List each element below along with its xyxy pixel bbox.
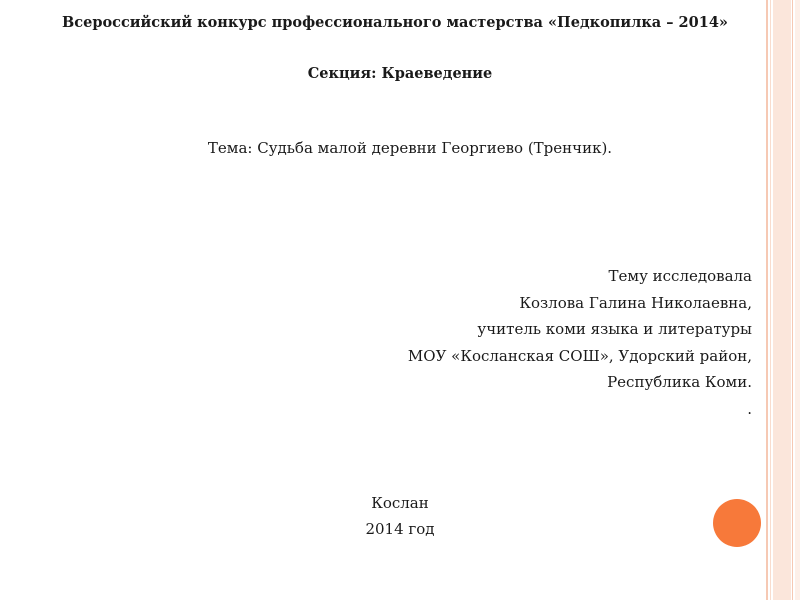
author-line-end: . [747,399,752,418]
author-block [408,263,752,422]
decorative-stripes [766,0,800,600]
stripe [792,0,793,600]
stripe [773,0,791,600]
place-name: Кослан [371,494,429,512]
stripe [795,0,800,600]
author-name: Козлова Галина Николаевна, [519,293,752,312]
section-title: Секция: Краеведение [307,65,493,82]
place-block [300,490,500,542]
decorative-circle [713,499,761,547]
topic-title: Тема: Судьба малой деревни Георгиево (Тренчик). [207,139,613,157]
stripe [770,0,771,600]
contest-title: Всероссийский конкурс профессионального мастерства «Педкопилка – 2014» [62,14,728,31]
author-school: МОУ «Косланская СОШ», Удорский район, [407,346,752,365]
year: 2014 год [365,520,435,538]
stripe [766,0,768,600]
author-region: Республика Коми. [607,373,752,391]
author-position: учитель коми языка и литературы [477,320,752,338]
author-line: Тему исследовала [608,267,752,285]
